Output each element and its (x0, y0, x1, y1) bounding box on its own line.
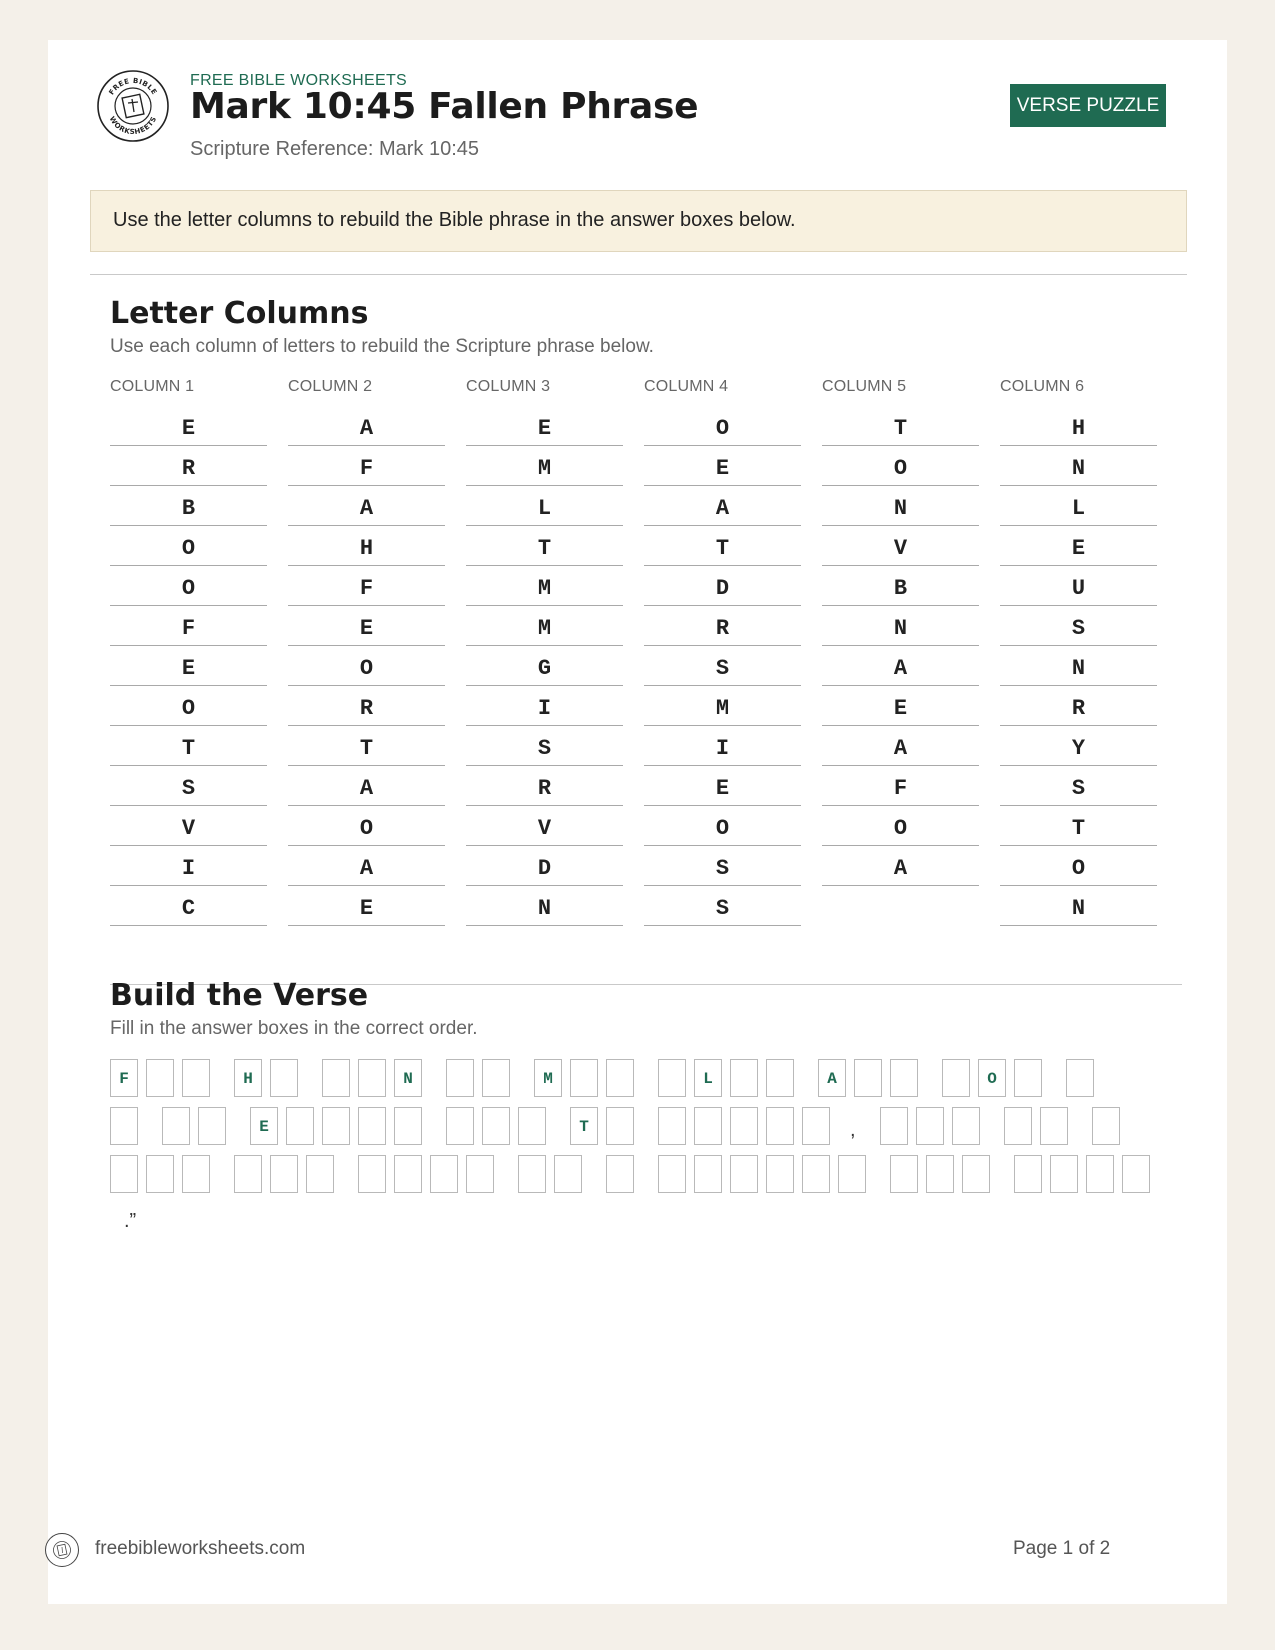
answer-box[interactable] (146, 1155, 174, 1193)
answer-box[interactable] (358, 1059, 386, 1097)
answer-box[interactable] (730, 1107, 758, 1145)
column-letter: E (288, 886, 445, 926)
answer-box[interactable]: E (250, 1107, 278, 1145)
column-letter: R (288, 686, 445, 726)
column-letter: O (644, 806, 801, 846)
column-letter: F (288, 566, 445, 606)
scripture-reference: Scripture Reference: Mark 10:45 (190, 138, 480, 160)
column-letter: Y (1000, 726, 1157, 766)
column-letter: O (110, 686, 267, 726)
answer-box[interactable] (802, 1107, 830, 1145)
column-heading: COLUMN 2 (288, 378, 373, 395)
column-letter: O (110, 526, 267, 566)
column-letter: R (644, 606, 801, 646)
column-letter: S (644, 846, 801, 886)
column-letter: C (110, 886, 267, 926)
column-letter: T (644, 526, 801, 566)
answer-box[interactable]: L (694, 1059, 722, 1097)
column-letter: O (288, 646, 445, 686)
column-letter: E (110, 406, 267, 446)
answer-box[interactable] (394, 1155, 422, 1193)
column-letter: A (822, 726, 979, 766)
answer-box[interactable] (358, 1107, 386, 1145)
column-letter: A (288, 406, 445, 446)
letter-columns-title: Letter Columns (110, 296, 369, 331)
answer-box[interactable] (926, 1155, 954, 1193)
answer-box[interactable] (234, 1155, 262, 1193)
letter-column-5 (822, 378, 979, 886)
answer-box[interactable] (182, 1059, 210, 1097)
column-letter: O (110, 566, 267, 606)
worksheet-page (48, 40, 1227, 1604)
answer-box[interactable] (658, 1155, 686, 1193)
answer-box[interactable] (554, 1155, 582, 1193)
build-verse-title: Build the Verse (110, 978, 369, 1013)
answer-box[interactable] (1086, 1155, 1114, 1193)
column-letter: O (822, 446, 979, 486)
answer-box[interactable] (1122, 1155, 1150, 1193)
column-letter: R (110, 446, 267, 486)
answer-box[interactable] (952, 1107, 980, 1145)
column-letter: V (822, 526, 979, 566)
column-letter: S (110, 766, 267, 806)
answer-box[interactable] (162, 1107, 190, 1145)
column-letter: B (110, 486, 267, 526)
column-letter: I (644, 726, 801, 766)
answer-box[interactable] (306, 1155, 334, 1193)
verse-ending-punctuation: .” (124, 1210, 137, 1232)
column-letter: F (822, 766, 979, 806)
answer-box[interactable]: T (570, 1107, 598, 1145)
footer-site[interactable]: freebibleworksheets.com (95, 1538, 306, 1559)
answer-box[interactable] (766, 1107, 794, 1145)
column-letter: U (1000, 566, 1157, 606)
answer-box[interactable] (1014, 1155, 1042, 1193)
answer-box[interactable] (1004, 1107, 1032, 1145)
column-letter: L (466, 486, 623, 526)
column-letter: S (1000, 606, 1157, 646)
column-heading: COLUMN 5 (822, 378, 907, 395)
column-letter: T (1000, 806, 1157, 846)
column-letter: B (822, 566, 979, 606)
column-letter: M (466, 566, 623, 606)
answer-box[interactable] (518, 1107, 546, 1145)
column-letter: O (822, 806, 979, 846)
answer-box[interactable] (482, 1107, 510, 1145)
svg-text:WORKSHEETS: WORKSHEETS (107, 115, 159, 137)
column-letter: N (466, 886, 623, 926)
column-letter: E (288, 606, 445, 646)
column-letter: I (466, 686, 623, 726)
letter-column-6 (1000, 378, 1157, 926)
answer-box[interactable] (358, 1155, 386, 1193)
answer-box[interactable] (1066, 1059, 1094, 1097)
column-letter: S (644, 646, 801, 686)
letter-column-3 (466, 378, 623, 926)
column-heading: COLUMN 3 (466, 378, 551, 395)
column-letter: A (822, 846, 979, 886)
answer-box[interactable] (146, 1059, 174, 1097)
column-letter: F (288, 446, 445, 486)
column-letter: O (1000, 846, 1157, 886)
footer-logo (44, 1532, 80, 1568)
answer-box[interactable] (890, 1059, 918, 1097)
answer-box[interactable] (658, 1107, 686, 1145)
answer-box[interactable] (1040, 1107, 1068, 1145)
verse-puzzle-badge: VERSE PUZZLE (1010, 84, 1166, 127)
column-letter: V (110, 806, 267, 846)
column-letter: A (644, 486, 801, 526)
answer-box[interactable] (466, 1155, 494, 1193)
column-letter: A (288, 766, 445, 806)
column-heading: COLUMN 6 (1000, 378, 1085, 395)
instruction-box: Use the letter columns to rebuild the Bible phrase in the answer boxes below. (90, 190, 1187, 252)
answer-box[interactable] (482, 1059, 510, 1097)
answer-box[interactable] (730, 1155, 758, 1193)
section-divider (90, 274, 1187, 275)
column-letter: E (110, 646, 267, 686)
column-heading: COLUMN 1 (110, 378, 195, 395)
answer-box[interactable] (606, 1059, 634, 1097)
answer-box[interactable] (322, 1107, 350, 1145)
answer-box[interactable] (838, 1155, 866, 1193)
column-letter: N (1000, 886, 1157, 926)
column-letter: V (466, 806, 623, 846)
column-letter: E (1000, 526, 1157, 566)
answer-box[interactable] (198, 1107, 226, 1145)
answer-box[interactable] (286, 1107, 314, 1145)
column-letter: N (1000, 446, 1157, 486)
column-letter: N (822, 606, 979, 646)
answer-box[interactable] (1014, 1059, 1042, 1097)
column-heading: COLUMN 4 (644, 378, 729, 395)
letter-column-4 (644, 378, 801, 926)
page-title: Mark 10:45 Fallen Phrase (190, 86, 699, 127)
column-letter: S (466, 726, 623, 766)
column-letter: M (466, 606, 623, 646)
answer-box[interactable] (606, 1107, 634, 1145)
answer-box[interactable] (518, 1155, 546, 1193)
answer-box[interactable] (446, 1059, 474, 1097)
column-letter: E (822, 686, 979, 726)
column-letter: M (466, 446, 623, 486)
answer-box[interactable] (110, 1155, 138, 1193)
answer-box[interactable] (270, 1155, 298, 1193)
answer-box[interactable] (694, 1107, 722, 1145)
column-letter: A (288, 846, 445, 886)
column-letter: R (1000, 686, 1157, 726)
answer-box[interactable] (694, 1155, 722, 1193)
answer-box[interactable] (270, 1059, 298, 1097)
page-number: Page 1 of 2 (1013, 1538, 1111, 1559)
column-letter: T (288, 726, 445, 766)
column-letter: I (110, 846, 267, 886)
answer-box[interactable] (110, 1107, 138, 1145)
letter-columns-subtitle: Use each column of letters to rebuild the Scripture phrase below. (110, 336, 654, 357)
column-letter: T (110, 726, 267, 766)
column-letter: T (822, 406, 979, 446)
column-letter: A (288, 486, 445, 526)
column-letter: S (1000, 766, 1157, 806)
build-verse-subtitle: Fill in the answer boxes in the correct order. (110, 1018, 478, 1039)
answer-box[interactable]: O (978, 1059, 1006, 1097)
answer-box[interactable] (658, 1059, 686, 1097)
column-letter: N (822, 486, 979, 526)
column-letter: E (644, 446, 801, 486)
column-letter: F (110, 606, 267, 646)
answer-box[interactable]: A (818, 1059, 846, 1097)
answer-box[interactable] (430, 1155, 458, 1193)
answer-box[interactable] (916, 1107, 944, 1145)
answer-box[interactable] (890, 1155, 918, 1193)
column-letter: N (1000, 646, 1157, 686)
answer-box[interactable] (182, 1155, 210, 1193)
column-letter: D (644, 566, 801, 606)
answer-box[interactable] (802, 1155, 830, 1193)
column-letter: H (288, 526, 445, 566)
answer-box[interactable] (730, 1059, 758, 1097)
column-letter: G (466, 646, 623, 686)
column-letter: O (644, 406, 801, 446)
answer-box[interactable] (1092, 1107, 1120, 1145)
column-letter: E (644, 766, 801, 806)
answer-punctuation: , (850, 1119, 856, 1141)
column-letter: O (288, 806, 445, 846)
letter-column-1 (110, 378, 267, 926)
free-bible-worksheets-logo (96, 69, 170, 143)
answer-box[interactable] (942, 1059, 970, 1097)
column-letter: A (822, 646, 979, 686)
answer-box[interactable] (570, 1059, 598, 1097)
answer-box[interactable] (880, 1107, 908, 1145)
column-letter: D (466, 846, 623, 886)
answer-box[interactable] (322, 1059, 350, 1097)
answer-box[interactable] (394, 1107, 422, 1145)
answer-box[interactable]: F (110, 1059, 138, 1097)
answer-box[interactable]: M (534, 1059, 562, 1097)
answer-box[interactable] (854, 1059, 882, 1097)
answer-box[interactable] (766, 1059, 794, 1097)
answer-box[interactable] (962, 1155, 990, 1193)
answer-box[interactable]: N (394, 1059, 422, 1097)
answer-box[interactable] (606, 1155, 634, 1193)
column-letter: S (644, 886, 801, 926)
column-letter: H (1000, 406, 1157, 446)
column-letter: E (466, 406, 623, 446)
answer-box[interactable]: H (234, 1059, 262, 1097)
answer-box[interactable] (1050, 1155, 1078, 1193)
answer-box[interactable] (446, 1107, 474, 1145)
brand-name: FREE BIBLE WORKSHEETS (190, 72, 408, 89)
answer-box[interactable] (766, 1155, 794, 1193)
column-letter: R (466, 766, 623, 806)
letter-column-2 (288, 378, 445, 926)
column-letter: L (1000, 486, 1157, 526)
column-letter: M (644, 686, 801, 726)
column-letter: T (466, 526, 623, 566)
svg-text:FREE BIBLE: FREE BIBLE (107, 76, 159, 97)
